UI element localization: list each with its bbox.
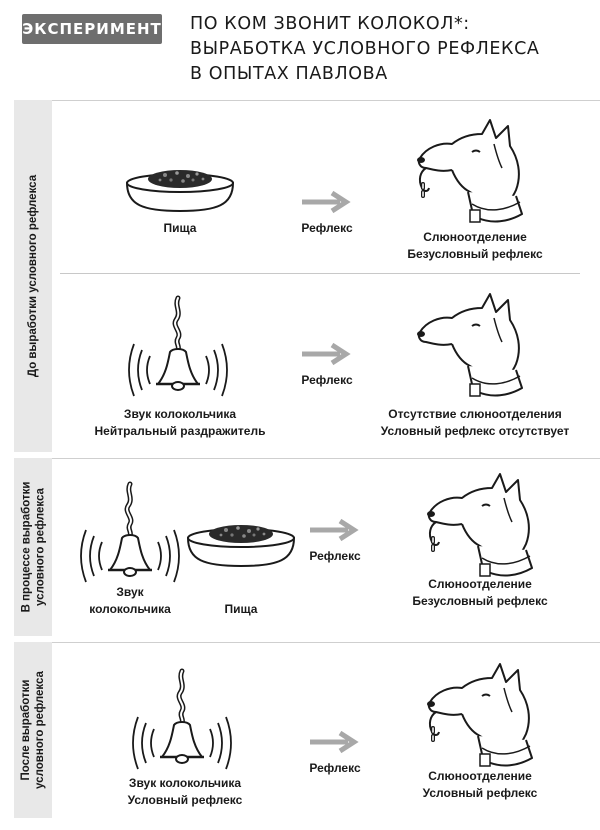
reflex-label: Рефлекс bbox=[301, 221, 353, 235]
section-label-before-text: До выработки условного рефлекса bbox=[27, 174, 40, 378]
bell-label-line-1: Звук bbox=[116, 585, 144, 599]
bell-icon bbox=[128, 292, 228, 400]
arrow-icon bbox=[310, 518, 356, 542]
food-bowl-icon bbox=[125, 165, 235, 215]
reflex-label: Рефлекс bbox=[309, 761, 361, 775]
section-label-during-text bbox=[19, 482, 47, 613]
section-label-before bbox=[14, 100, 52, 452]
bell-label-line-2: Условный рефлекс bbox=[127, 793, 243, 807]
result-line-2: Безусловный рефлекс bbox=[407, 247, 543, 261]
dog-salivating-icon bbox=[412, 118, 527, 228]
row-divider bbox=[60, 273, 580, 274]
experiment-badge: ЭКСПЕРИМЕНТ bbox=[22, 14, 162, 44]
result-line-2: Безусловный рефлекс bbox=[412, 594, 548, 608]
dog-salivating-icon bbox=[422, 662, 537, 772]
section-label-after-text bbox=[19, 671, 47, 789]
arrow-icon bbox=[302, 342, 348, 366]
bell-label-line-1: Звук колокольчика bbox=[128, 776, 242, 790]
bell-label-line-2: колокольчика bbox=[89, 602, 171, 616]
label-line-1: После выработки bbox=[20, 679, 32, 781]
food-bowl-icon bbox=[186, 520, 296, 570]
title-line-1: ПО КОМ ЗВОНИТ КОЛОКОЛ*: bbox=[190, 14, 470, 34]
title-line-2: ВЫРАБОТКА УСЛОВНОГО РЕФЛЕКСА bbox=[190, 39, 540, 59]
dog-salivating-icon bbox=[422, 472, 537, 582]
result-line-2: Условный рефлекс bbox=[422, 786, 538, 800]
reflex-label: Рефлекс bbox=[309, 549, 361, 563]
label-line-1: В процессе выработки bbox=[20, 481, 32, 613]
title-line-3: В ОПЫТАХ ПАВЛОВА bbox=[190, 64, 388, 84]
page-title bbox=[190, 12, 539, 87]
label-line-2: условного рефлекса bbox=[34, 671, 46, 789]
section-divider-top bbox=[14, 100, 600, 101]
bell-label-line-2: Нейтральный раздражитель bbox=[94, 424, 266, 438]
result-line-2: Условный рефлекс отсутствует bbox=[380, 424, 570, 438]
bell-icon bbox=[80, 478, 180, 586]
food-label: Пища bbox=[163, 221, 197, 235]
result-line-1: Отсутствие слюноотделения bbox=[388, 407, 562, 421]
reflex-label: Рефлекс bbox=[301, 373, 353, 387]
result-line-1: Слюноотделение bbox=[428, 769, 532, 783]
result-line-1: Слюноотделение bbox=[428, 577, 532, 591]
section-divider bbox=[14, 458, 600, 459]
result-line-1: Слюноотделение bbox=[423, 230, 527, 244]
food-label: Пища bbox=[224, 602, 258, 616]
section-divider bbox=[14, 642, 600, 643]
dog-icon bbox=[412, 292, 527, 402]
section-label-after bbox=[14, 642, 52, 818]
arrow-icon bbox=[310, 730, 356, 754]
label-line-2: условного рефлекса bbox=[34, 488, 46, 606]
arrow-icon bbox=[302, 190, 348, 214]
section-label-during bbox=[14, 458, 52, 636]
bell-label-line-1: Звук колокольчика bbox=[123, 407, 237, 421]
bell-icon bbox=[132, 665, 232, 773]
